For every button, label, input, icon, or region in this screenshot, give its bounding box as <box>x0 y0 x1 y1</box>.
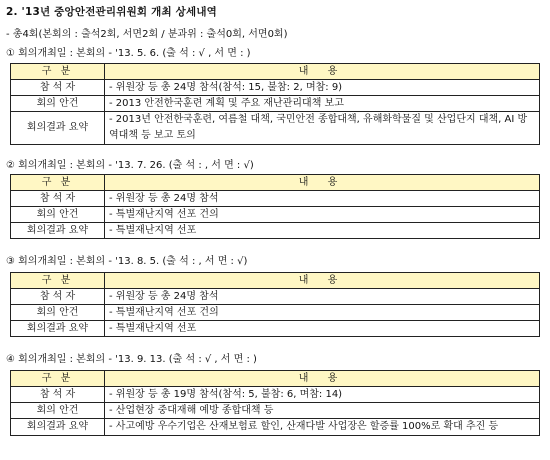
row-content: - 위원장 등 총 24명 참석 <box>105 191 540 207</box>
row-content: - 위원장 등 총 19명 참석(참석: 5, 불참: 6, 며참: 14) <box>105 387 540 403</box>
header-content: 내 용 <box>105 371 540 387</box>
row-content: - 위원장 등 총 24명 참석 <box>105 289 540 305</box>
meeting-3-table <box>10 272 540 337</box>
row-label: 참 석 자 <box>11 289 105 305</box>
row-label: 회의결과 요약 <box>11 223 105 239</box>
table-row <box>11 191 540 207</box>
row-content: - 특별재난지역 선포 <box>105 321 540 337</box>
document-heading: 2. '13년 중앙안전관리위원회 개최 상세내역 <box>6 6 218 18</box>
row-label: 참 석 자 <box>11 80 105 96</box>
header-content: 내 용 <box>105 64 540 80</box>
row-content: - 특별재난지역 선포 <box>105 223 540 239</box>
table-row <box>11 321 540 337</box>
header-content: 내 용 <box>105 273 540 289</box>
meeting-4-table <box>10 370 540 436</box>
row-label: 회의 안건 <box>11 403 105 419</box>
meeting-2-table <box>10 174 540 239</box>
table-header-row <box>11 371 540 387</box>
row-label: 참 석 자 <box>11 387 105 403</box>
row-content: - 2013 안전한국훈련 계획 및 주요 재난관리대책 보고 <box>105 96 540 112</box>
row-label: 회의 안건 <box>11 207 105 223</box>
table-header-row <box>11 273 540 289</box>
header-category: 구 분 <box>11 175 105 191</box>
header-category: 구 분 <box>11 64 105 80</box>
row-content: - 위원장 등 총 24명 참석(참석: 15, 불참: 2, 며참: 9) <box>105 80 540 96</box>
table-row <box>11 223 540 239</box>
table-row <box>11 96 540 112</box>
header-category: 구 분 <box>11 371 105 387</box>
meeting-summary: - 총4회(본회의 : 출석2회, 서면2회 / 분과위 : 출석0회, 서면0회) <box>6 29 288 40</box>
meeting-2-date: ② 회의개최일 : 본회의 - '13. 7. 26. (출 석 : , 서 면 : √) <box>6 160 254 171</box>
table-row <box>11 403 540 419</box>
table-row <box>11 419 540 436</box>
table-row <box>11 207 540 223</box>
meeting-3-date: ③ 회의개최일 : 본회의 - '13. 8. 5. (출 석 : , 서 면 : √) <box>6 256 248 267</box>
row-label: 회의결과 요약 <box>11 112 105 145</box>
row-label: 회의결과 요약 <box>11 419 105 436</box>
row-content: - 특별재난지역 선포 건의 <box>105 305 540 321</box>
table-header-row <box>11 175 540 191</box>
table-header-row <box>11 64 540 80</box>
header-content: 내 용 <box>105 175 540 191</box>
row-content: - 산업현장 중대재해 예방 종합대책 등 <box>105 403 540 419</box>
meeting-4-date: ④ 회의개최일 : 본회의 - '13. 9. 13. (출 석 : √ , 서 면 : ) <box>6 354 257 365</box>
row-label: 참 석 자 <box>11 191 105 207</box>
table-row <box>11 80 540 96</box>
header-category: 구 분 <box>11 273 105 289</box>
row-label: 회의결과 요약 <box>11 321 105 337</box>
meeting-1-date: ① 회의개최일 : 본회의 - '13. 5. 6. (출 석 : √ , 서 면 : ) <box>6 48 251 59</box>
table-row <box>11 305 540 321</box>
row-label: 회의 안건 <box>11 96 105 112</box>
table-row <box>11 387 540 403</box>
table-row <box>11 289 540 305</box>
row-content: - 2013년 안전한국훈련, 여름철 대책, 국민안전 종합대책, 유해화학물질 및 산업단지 대책, AI 방역대책 등 보고 토의 <box>105 112 540 145</box>
row-label: 회의 안건 <box>11 305 105 321</box>
row-content: - 특별재난지역 선포 건의 <box>105 207 540 223</box>
meeting-1-table <box>10 63 540 145</box>
row-content: - 사고예방 우수기업은 산재보험료 할인, 산재다발 사업장은 할증률 100%로 확대 추진 등 <box>105 419 540 436</box>
table-row <box>11 112 540 145</box>
